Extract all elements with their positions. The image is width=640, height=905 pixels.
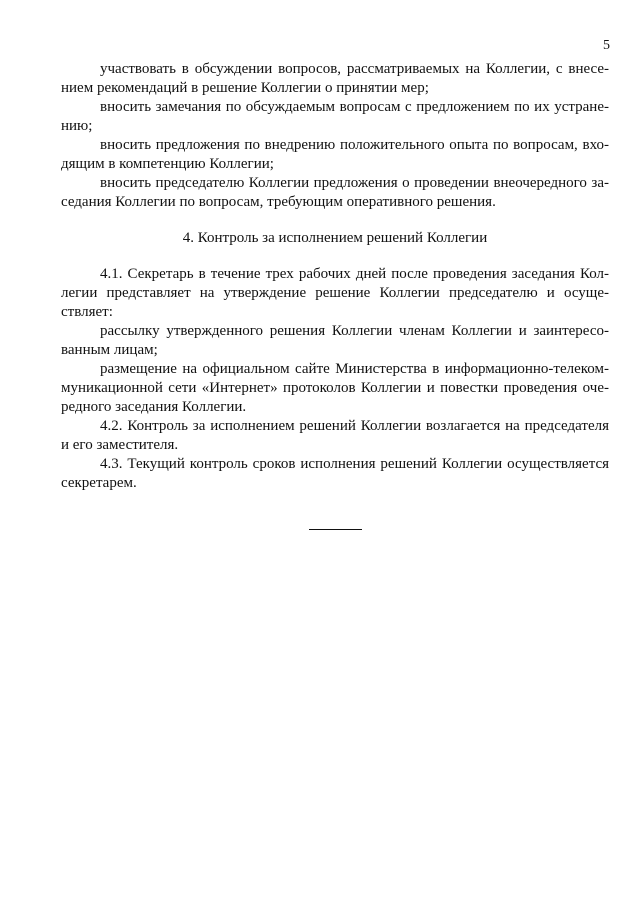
paragraph-4-2: 4.2. Контроль за исполнением решений Коллегии возлагается на председателя и его заместителя. [61, 418, 609, 453]
list-item-positive-experience: вносить предложения по внедрению положительного опыта по вопросам, входящим в компетенцию Коллегии; [61, 137, 609, 172]
end-divider [309, 529, 362, 530]
list-item-publication: размещение на официальном сайте Министерства в информационно-телекоммуникационной сети «Интернет» протоколов Коллегии и повестки проведения очередного заседания Коллегии. [61, 361, 609, 415]
paragraph-4-3: 4.3. Текущий контроль сроков исполнения решений Коллегии осуществляется секретарем. [61, 456, 609, 491]
section-heading: 4. Контроль за исполнением решений Коллегии [182, 230, 488, 246]
list-item-remarks: вносить замечания по обсуждаемым вопросам с предложением по их устранению; [61, 99, 609, 134]
paragraph-4-1: 4.1. Секретарь в течение трех рабочих дней после проведения заседания Коллегии представляет на утверждение решение Коллегии председателю и осуществляет: [61, 266, 609, 320]
list-item-extraordinary-meeting: вносить председателю Коллегии предложения о проведении внеочередного заседания Коллегии по вопросам, требующим оперативного решения. [61, 175, 609, 210]
list-item-participate: участвовать в обсуждении вопросов, рассматриваемых на Коллегии, с внесением рекомендаций в решение Коллегии о принятии мер; [61, 61, 609, 96]
document-body [61, 60, 609, 493]
page-number: 5 [603, 38, 610, 53]
list-item-distribution: рассылку утвержденного решения Коллегии членам Коллегии и заинтересованным лицам; [61, 323, 609, 358]
